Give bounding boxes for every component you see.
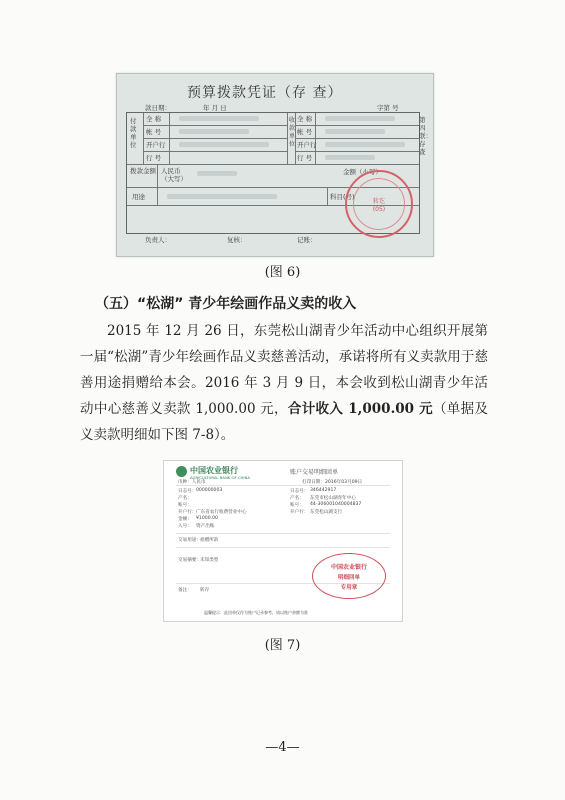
row-label: 产名： [178, 496, 192, 501]
row-value: ¥1000.00 [196, 516, 218, 521]
stamp-line-1: 转讫 [372, 198, 385, 205]
slip-row [178, 488, 388, 495]
abc-logo-icon [176, 466, 187, 477]
payer-bank-label: 开户行 [146, 141, 166, 149]
row-value: 资产出账 [196, 524, 215, 529]
currency-label: 人民币（大写） [161, 167, 187, 183]
payee-label: 收款单位 [289, 117, 296, 148]
currency-label: 币种：人民币 [178, 480, 206, 485]
stamp-line-3: 专用章 [340, 585, 358, 591]
voucher-number: 字第 号 [377, 104, 399, 112]
voucher-signer: 负责人： [145, 236, 171, 244]
bank-slip-image [163, 460, 403, 622]
voucher-checker: 复核： [227, 236, 247, 244]
figure7-caption: (图 7) [264, 638, 301, 653]
transfer-stamp [345, 170, 413, 238]
payer-label: 付款单位 [130, 117, 137, 149]
subject-label: 科目(号) [330, 193, 355, 201]
row-value-2: 346442917 [310, 488, 337, 493]
payee-fullname-label: 全 称 [297, 115, 313, 123]
slip-title: 账户交易明细回单 [290, 469, 339, 476]
stamp-line-1: 中国农业银行 [330, 564, 367, 571]
row-label-2: 日志号： [290, 489, 309, 494]
row-label-2: 产名： [290, 496, 304, 501]
row-value: 000000003 [196, 488, 223, 493]
row-label-2: 账号： [290, 503, 304, 508]
slip-row [178, 502, 388, 509]
purpose-label: 用途 [132, 193, 145, 201]
voucher-side-note: 第四联：存查 [419, 116, 432, 156]
payee-bank-label: 开户行 [297, 141, 317, 149]
paragraph-tail: （单据及义卖款明细如下图 7-8）。 [80, 401, 488, 443]
note-value: 转存 [200, 588, 210, 593]
slip-footer: 温馨提示：此回单仅作为账户记录参考，请以账户余额为准 [204, 610, 308, 615]
voucher-date-label: 款日期： [145, 104, 171, 112]
amount-small-label: 金额（小写） [343, 168, 382, 176]
payer-fullname-label: 全 称 [146, 115, 162, 123]
note-label: 备注： [178, 588, 192, 593]
row-label: 开户行： [178, 510, 197, 515]
purpose-label: 交易用途： [178, 538, 201, 543]
figure6-caption: (图 6) [264, 265, 301, 280]
stamp-line-2: 明细回单 [337, 575, 360, 581]
amount-label: 拨款金额 [130, 167, 156, 175]
page-number: —4— [265, 740, 300, 755]
bank-name-en: AGRICULTURAL BANK OF CHINA [190, 475, 250, 480]
voucher-date-format: 年 月 日 [203, 104, 227, 112]
slip-row [178, 523, 388, 530]
payer-account-label: 帐 号 [146, 128, 162, 136]
voucher-image [116, 73, 434, 257]
bank-receipt-stamp [312, 553, 386, 599]
voucher-bookkeeper: 记账： [297, 236, 317, 244]
row-label-2: 开户行： [290, 510, 309, 515]
slip-row [178, 509, 388, 516]
row-label: 金额： [178, 517, 192, 522]
row-label: 账号： [178, 503, 192, 508]
payee-account-label: 帐 号 [297, 128, 313, 136]
paragraph-text: 2015 年 12 月 26 日，东莞松山湖青少年活动中心组织开展第一届“松湖”青少年绘画作品义卖慈善活动，承诺将所有义卖款用于慈善用途捐赠给本会。2016 年 3 月 9 日，本会收到松山湖青少年活动中心慈善义卖款 1,000.00 元， [80, 323, 488, 417]
paragraph-bold-total: 合计收入 1,000.00 元 [287, 401, 433, 417]
slip-row [178, 516, 388, 523]
section-paragraph [80, 318, 488, 448]
slip-rows [178, 488, 388, 530]
row-value-2: 东莞松山湖支行 [310, 510, 343, 515]
print-date: 打印日期：2016年03月09日 [302, 480, 363, 485]
payer-rowno-label: 行 号 [146, 154, 162, 162]
purpose-value: 捐赠所款 [200, 538, 219, 543]
row-label: 入号： [178, 524, 192, 529]
row-value-2: 东莞市松山湖青年中心 [310, 496, 356, 501]
slip-row [178, 495, 388, 502]
section-heading: （五）“松湖” 青少年绘画作品义卖的收入 [95, 296, 357, 312]
stamp-line-2: (05) [372, 206, 386, 213]
payee-rowno-label: 行 号 [297, 154, 313, 162]
row-value-2: 44-306001040004837 [310, 502, 362, 507]
remark-label: 交易摘要： [178, 558, 201, 563]
row-label: 日志号： [178, 489, 197, 494]
row-value: 广东省农行收费营业中心 [196, 510, 247, 515]
remark-value: 未知类型 [200, 558, 219, 563]
voucher-title: 预算拨款凭证（存 查） [187, 85, 343, 101]
bank-name-cn: 中国农业银行 [190, 466, 238, 475]
